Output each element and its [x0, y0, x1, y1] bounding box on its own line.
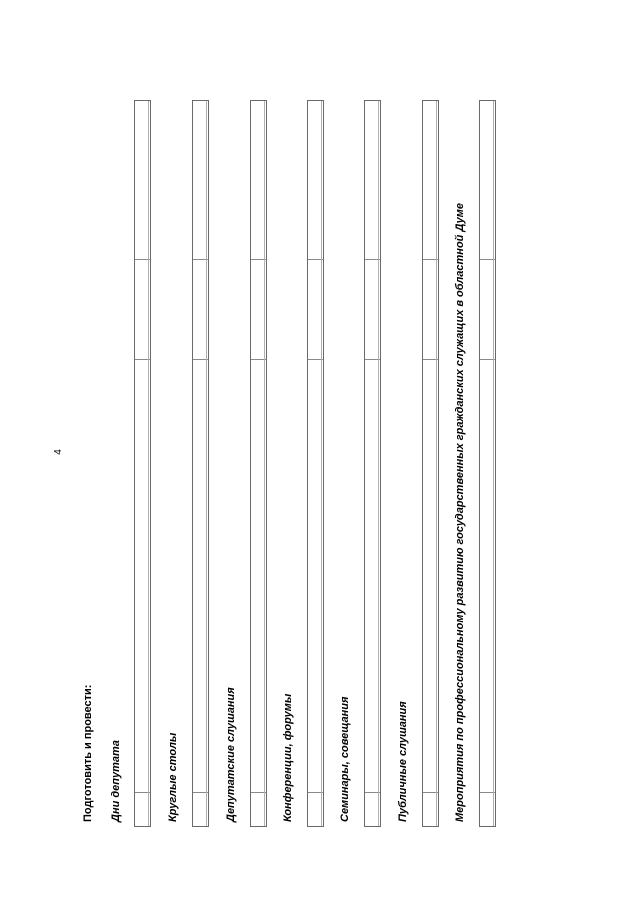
section-label-publichnye-slushaniya: Публичные слушания: [397, 701, 409, 822]
section-label-dni-deputata: Дни депутата: [110, 740, 122, 822]
section-label-konferentsii: Конференции, форумы: [282, 693, 294, 822]
table-publichnye-slushaniya: [422, 100, 439, 827]
section-label-deputatskie-slushaniya: Депутатские слушания: [225, 687, 237, 822]
table-column-line: [148, 101, 149, 826]
table-column-line: [264, 101, 265, 826]
table-column-line: [206, 101, 207, 826]
page-heading: Подготовить и провести:: [82, 684, 94, 822]
table-konferentsii: [307, 100, 324, 827]
table-kruglye-stoly: [192, 100, 209, 827]
section-label-meropriyatiya: Мероприятия по профессиональному развитию государственных гражданских служащих в областной Думе: [454, 202, 466, 822]
table-dni-deputata: [134, 100, 151, 827]
table-column-line: [378, 101, 379, 826]
section-label-kruglye-stoly: Круглые столы: [167, 732, 179, 822]
table-meropriyatiya: [479, 100, 496, 827]
table-deputatskie-slushaniya: [250, 100, 267, 827]
section-label-seminary: Семинары, совещания: [339, 696, 351, 822]
table-column-line: [321, 101, 322, 826]
table-column-line: [493, 101, 494, 826]
table-column-line: [436, 101, 437, 826]
page-number: 4: [53, 449, 64, 455]
table-seminary: [364, 100, 381, 827]
